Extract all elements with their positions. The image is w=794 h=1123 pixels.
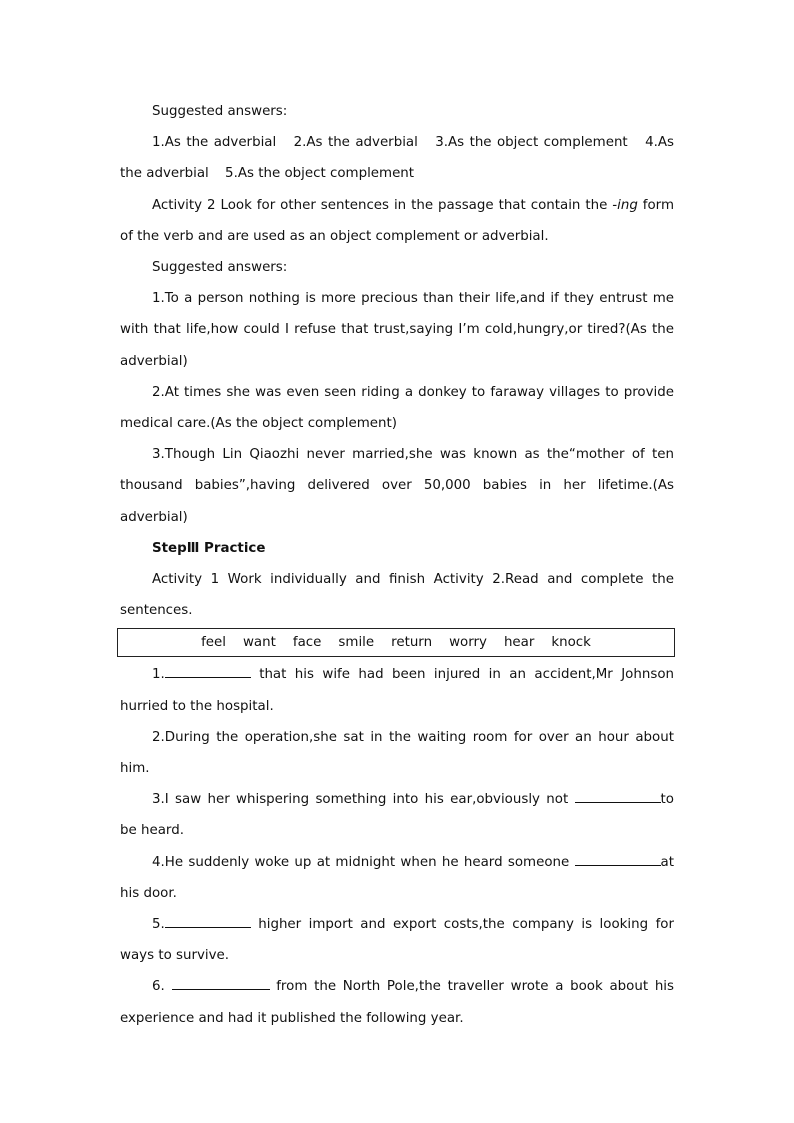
step-3-title: StepⅢ Practice: [152, 540, 266, 556]
exercise-item-3: [120, 784, 674, 846]
word-bank-word: knock: [551, 635, 591, 651]
item-4-text-after: at his door.: [120, 854, 674, 901]
word-bank-word: want: [242, 635, 276, 651]
answer-blank[interactable]: [172, 975, 270, 990]
answer-1: 1.As the adverbial: [152, 135, 277, 151]
answer-4-start: 4.As the: [120, 135, 675, 182]
answer-4-end: adverbial: [146, 166, 209, 182]
activity-2-text-before: Activity 2 Look for other sentences in the passage that contain the: [152, 197, 613, 213]
answer-2: 2.As the adverbial: [293, 135, 418, 151]
document-page: [120, 96, 674, 1034]
word-bank-word: feel: [201, 635, 226, 651]
item-6-text: from the North Pole,the traveller wrote a book about his experience and had it published the following year.: [120, 979, 674, 1026]
answer-blank[interactable]: [575, 788, 661, 803]
word-bank-box: [117, 628, 675, 657]
word-bank-word: hear: [503, 635, 535, 651]
exercise-item-4: [120, 847, 674, 909]
suggested-sentence-3: 3.Though Lin Qiaozhi never married,she was known as the“mother of ten thousand babies”,having delivered over 50,000 babies in her lifetime.(As adverbial): [120, 447, 674, 525]
suggested-answers-heading-1: Suggested answers:: [152, 104, 288, 119]
activity-2-instruction: [120, 190, 674, 252]
exercise-item-5: [120, 909, 674, 971]
word-bank-word: face: [292, 635, 322, 651]
activity-2-text-after: form of the verb and are used as an object complement or adverbial.: [120, 197, 674, 244]
activity-1-instruction: Activity 1 Work individually and finish Activity 2.Read and complete the sentences.: [120, 572, 674, 619]
item-3-text-before: 3.I saw her whispering something into his ear,obviously not: [152, 792, 575, 808]
suggested-sentence-1: 1.To a person nothing is more precious than their life,and if they entrust me with that life,how could I refuse that trust,saying I’m cold,hungry,or tired?(As the adverbial): [120, 291, 674, 369]
suggested-answers-heading-2: Suggested answers:: [152, 260, 288, 276]
answer-blank[interactable]: [575, 851, 661, 866]
item-4-text-before: 4.He suddenly woke up at midnight when he heard someone: [152, 854, 575, 870]
suggested-sentence-2: 2.At times she was even seen riding a donkey to faraway villages to provide medical care.(As the object complement): [120, 384, 674, 432]
answer-blank[interactable]: [165, 913, 251, 928]
answer-5: 5.As the object complement: [225, 166, 415, 182]
item-6-number: 6.: [152, 979, 172, 995]
answer-blank[interactable]: [165, 663, 251, 678]
item-5-number: 5.: [152, 917, 165, 933]
answer-list-1: [120, 127, 674, 189]
item-1-text: that his wife had been injured in an accident,Mr Johnson hurried to the hospital.: [120, 667, 674, 714]
item-5-text: higher import and export costs,the company is looking for ways to survive.: [120, 917, 674, 964]
exercise-item-2: 2.During the operation,she sat in the waiting room for over an hour about him.: [120, 729, 674, 777]
answer-3: 3.As the object complement: [435, 135, 628, 151]
word-bank-word: return: [391, 635, 433, 651]
exercise-item-1: [120, 659, 674, 721]
word-bank-word: smile: [338, 635, 375, 651]
activity-2-italic: -ing: [612, 197, 638, 213]
word-bank-word: worry: [449, 635, 487, 651]
item-1-number: 1.: [152, 667, 165, 683]
item-3-text-after: to be heard.: [120, 792, 674, 839]
exercise-item-6: [120, 971, 674, 1033]
